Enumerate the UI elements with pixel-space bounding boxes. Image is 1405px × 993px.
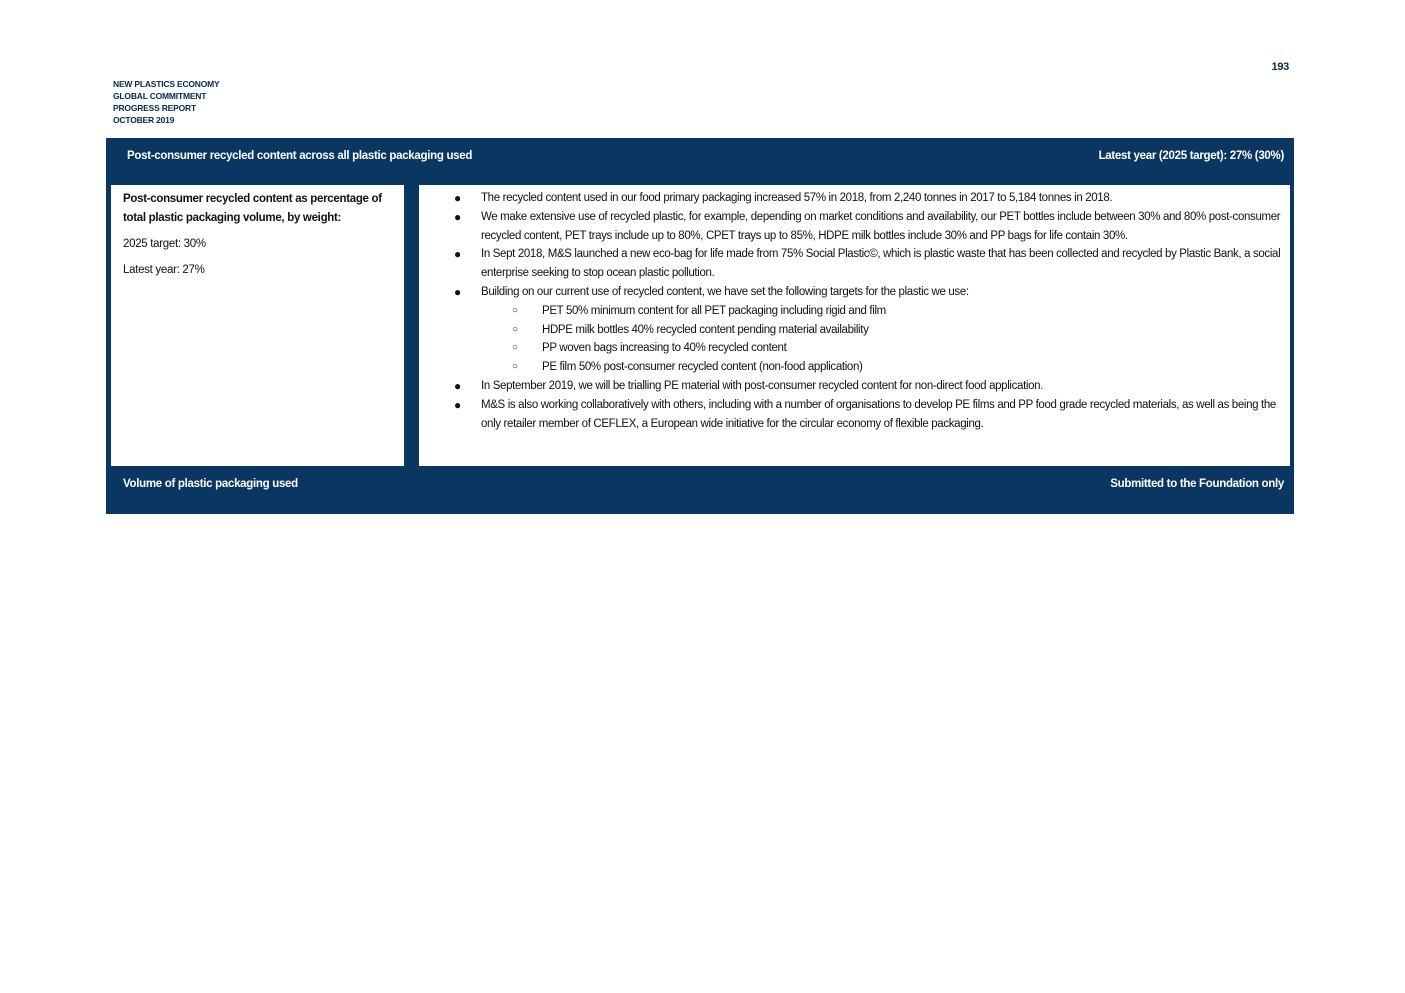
list-item	[419, 377, 1290, 396]
list-item-text: The recycled content used in our food primary packaging increased 57% in 2018, from 2,240 tonnes in 2017 to 5,184 tonnes in 2018.	[481, 192, 1113, 204]
list-item	[419, 283, 1290, 377]
list-item-text: In September 2019, we will be trialling PE material with post-consumer recycled content for non-direct food application.	[481, 379, 1044, 392]
sub-list-item	[481, 358, 1284, 377]
sub-list-item	[481, 339, 1284, 358]
report-header-line: OCTOBER 2019	[113, 115, 175, 125]
report-header-line: PROGRESS REPORT	[113, 103, 196, 113]
footer-section	[106, 474, 1294, 514]
bullet-icon: ●	[454, 284, 461, 299]
footer-section-status: Submitted to the Foundation only	[1110, 478, 1284, 490]
list-item	[419, 396, 1290, 434]
bullet-icon: ●	[454, 191, 461, 205]
bullet-list	[419, 189, 1290, 433]
sub-list-item	[481, 321, 1284, 340]
footer-section-title: Volume of plastic packaging used	[123, 478, 298, 490]
list-item	[419, 208, 1290, 246]
list-item	[419, 245, 1290, 283]
sub-list-item	[481, 302, 1284, 321]
sub-list-item-text: PP woven bags increasing to 40% recycled content	[542, 342, 787, 355]
circle-bullet-icon: ○	[512, 342, 518, 354]
metric-latest: Latest year: 27%	[123, 264, 205, 276]
metric-panel	[106, 138, 1294, 514]
list-item-text: In Sept 2018, M&S launched a new eco-bag for life made from 75% Social Plastic©, which is plastic waste that has been collected and recycled by Plastic Bank, a social enterprise seeking to stop ocean plastic pollution.	[481, 248, 1281, 280]
bullet-icon: ●	[454, 247, 461, 262]
bullet-icon: ●	[454, 378, 461, 393]
list-item	[419, 189, 1290, 208]
circle-bullet-icon: ○	[512, 361, 518, 373]
section-title: Post-consumer recycled content across all plastic packaging used	[127, 150, 473, 162]
circle-bullet-icon: ○	[512, 304, 518, 316]
sub-list-item-text: HDPE milk bottles 40% recycled content pending material availability	[542, 323, 869, 336]
sub-list-item-text: PET 50% minimum content for all PET packaging including rigid and film	[542, 304, 886, 317]
section-header	[106, 138, 1294, 178]
bullet-icon: ●	[454, 397, 461, 412]
report-header-line: NEW PLASTICS ECONOMY	[113, 79, 220, 89]
list-item-text: We make extensive use of recycled plastic, for example, depending on market conditions and availability, our PET bottles include between 30% and 80% post-consumer recycled content, PET trays include up to 80%, CPET trays up to 85%, HDPE milk bottles include 30% and PP bags for life contain 30%.	[481, 210, 1281, 242]
bullet-icon: ●	[454, 209, 461, 224]
report-header	[113, 78, 220, 126]
metric-label: Post-consumer recycled content as percentage of total plastic packaging volume, by weight:	[123, 193, 382, 224]
section-status: Latest year (2025 target): 27% (30%)	[1098, 150, 1284, 162]
circle-bullet-icon: ○	[512, 323, 518, 335]
metric-cell	[111, 185, 404, 466]
sub-list-item-text: PE film 50% post-consumer recycled content (non-food application)	[542, 361, 863, 374]
page-number: 193	[1271, 61, 1289, 73]
list-item-text: Building on our current use of recycled content, we have set the following targets for the plastic we use:	[481, 285, 969, 298]
list-item-text: M&S is also working collaboratively with others, including with a number of organisations to develop PE films and PP food grade recycled materials, as well as being the only retailer member of CEFLEX, a European wide initiative for the circular economy of flexible packaging.	[481, 398, 1276, 430]
report-header-line: GLOBAL COMMITMENT	[113, 91, 207, 101]
details-cell	[419, 185, 1290, 466]
sub-bullet-list	[481, 302, 1284, 377]
metric-target: 2025 target: 30%	[123, 238, 206, 250]
